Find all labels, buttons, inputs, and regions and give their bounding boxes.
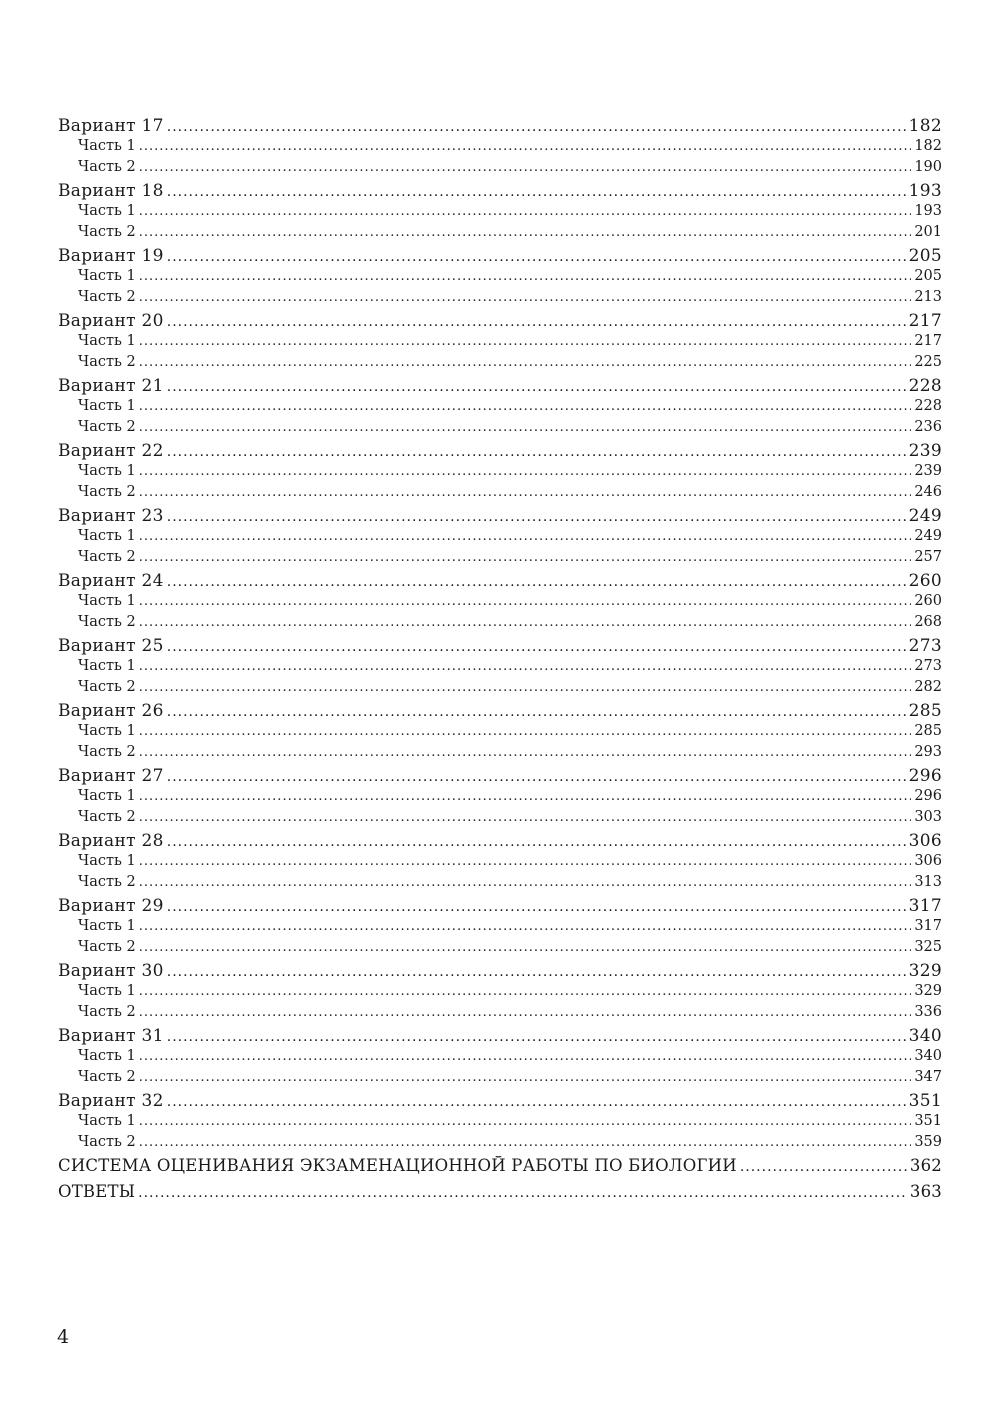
dot-leader <box>139 810 912 825</box>
page-number: 4 <box>57 1326 70 1348</box>
toc-entry-title: Часть 2 <box>78 873 136 890</box>
toc-variant-entry <box>58 1026 942 1048</box>
dot-leader <box>139 160 912 175</box>
toc-entry-page: 260 <box>914 593 942 609</box>
dot-leader <box>167 444 906 460</box>
toc-entry-title: Вариант 20 <box>58 311 164 331</box>
toc-entry-page: 193 <box>914 203 942 219</box>
toc-part-entry <box>58 809 942 830</box>
toc-entry-page: 236 <box>914 418 942 435</box>
toc-entry-page: 268 <box>914 613 942 630</box>
toc-entry-page: 306 <box>914 853 942 869</box>
dot-leader <box>167 769 906 785</box>
dot-leader <box>139 1049 912 1064</box>
dot-leader <box>167 1094 906 1110</box>
dot-leader <box>139 529 912 544</box>
toc-entry-title: СИСТЕМА ОЦЕНИВАНИЯ ЭКЗАМЕНАЦИОННОЙ РАБОТЫ ПО БИОЛОГИИ <box>58 1156 737 1175</box>
dot-leader <box>139 940 912 955</box>
toc-part-entry <box>58 983 942 1004</box>
toc-entry-page: 282 <box>914 678 942 695</box>
dot-leader <box>167 119 906 135</box>
toc-entry-page: 362 <box>909 1156 942 1175</box>
dot-leader <box>139 854 912 869</box>
toc-entry-page: 182 <box>908 116 942 136</box>
toc-part-entry <box>58 1004 942 1025</box>
toc-entry-page: 351 <box>908 1091 942 1111</box>
dot-leader <box>167 834 906 850</box>
toc-entry-title: Часть 1 <box>78 983 136 999</box>
dot-leader <box>139 485 912 500</box>
toc-entry-title: Часть 2 <box>78 483 136 500</box>
toc-entry-title: Часть 2 <box>78 678 136 695</box>
toc-entry-page: 213 <box>914 288 942 305</box>
toc-part-entry <box>58 918 942 939</box>
dot-leader <box>139 984 912 999</box>
dot-leader <box>139 594 912 609</box>
toc-entry-page: 317 <box>908 896 942 916</box>
dot-leader <box>139 1135 912 1150</box>
toc-entry-title: Часть 1 <box>78 593 136 609</box>
table-of-contents <box>58 114 942 1206</box>
toc-entry-title: Вариант 17 <box>58 116 164 136</box>
dot-leader <box>139 355 912 370</box>
dot-leader <box>139 334 912 349</box>
dot-leader <box>167 379 906 395</box>
dot-leader <box>139 919 912 934</box>
toc-entry-title: Часть 2 <box>78 548 136 565</box>
toc-part-entry <box>58 939 942 960</box>
toc-part-entry <box>58 333 942 354</box>
dot-leader <box>139 204 912 219</box>
toc-variant-entry <box>58 116 942 138</box>
dot-leader <box>167 1029 906 1045</box>
dot-leader <box>167 509 906 525</box>
toc-entry-title: Часть 2 <box>78 1133 136 1150</box>
toc-entry-title: Часть 1 <box>78 853 136 869</box>
toc-entry-title: Часть 2 <box>78 223 136 240</box>
toc-entry-title: Вариант 19 <box>58 246 164 266</box>
toc-part-entry <box>58 398 942 419</box>
toc-entry-title: Часть 2 <box>78 743 136 760</box>
dot-leader <box>139 290 912 305</box>
dot-leader <box>167 964 906 980</box>
toc-variant-entry <box>58 181 942 203</box>
toc-entry-page: 249 <box>914 528 942 544</box>
dot-leader <box>139 225 912 240</box>
toc-entry-title: Часть 2 <box>78 808 136 825</box>
toc-entry-page: 182 <box>914 138 942 154</box>
toc-entry-page: 359 <box>914 1133 942 1150</box>
toc-entry-page: 340 <box>914 1048 942 1064</box>
toc-entry-page: 293 <box>914 743 942 760</box>
toc-entry-page: 306 <box>908 831 942 851</box>
toc-entry-title: Вариант 27 <box>58 766 164 786</box>
toc-entry-title: Часть 1 <box>78 203 136 219</box>
toc-variant-entry <box>58 831 942 853</box>
dot-leader <box>139 550 912 565</box>
toc-entry-title: Часть 1 <box>78 463 136 479</box>
toc-entry-title: Вариант 32 <box>58 1091 164 1111</box>
dot-leader <box>740 1159 907 1175</box>
toc-part-entry <box>58 658 942 679</box>
dot-leader <box>139 399 912 414</box>
toc-entry-page: 273 <box>914 658 942 674</box>
toc-entry-page: 285 <box>908 701 942 721</box>
toc-entry-page: 285 <box>914 723 942 739</box>
dot-leader <box>139 1114 912 1129</box>
toc-part-entry <box>58 289 942 310</box>
toc-section-entry <box>58 1182 942 1206</box>
toc-variant-entry <box>58 636 942 658</box>
toc-entry-page: 260 <box>908 571 942 591</box>
toc-variant-entry <box>58 311 942 333</box>
toc-entry-page: 325 <box>914 938 942 955</box>
dot-leader <box>139 680 912 695</box>
toc-variant-entry <box>58 506 942 528</box>
toc-entry-title: Вариант 22 <box>58 441 164 461</box>
toc-entry-title: Часть 2 <box>78 613 136 630</box>
dot-leader <box>167 314 906 330</box>
toc-entry-page: 329 <box>914 983 942 999</box>
toc-entry-page: 296 <box>914 788 942 804</box>
toc-variant-entry <box>58 441 942 463</box>
toc-part-entry <box>58 354 942 375</box>
toc-part-entry <box>58 138 942 159</box>
dot-leader <box>139 615 912 630</box>
toc-entry-title: Вариант 30 <box>58 961 164 981</box>
toc-entry-title: Вариант 23 <box>58 506 164 526</box>
toc-entry-page: 273 <box>908 636 942 656</box>
toc-part-entry <box>58 788 942 809</box>
toc-entry-page: 257 <box>914 548 942 565</box>
toc-entry-page: 313 <box>914 873 942 890</box>
toc-part-entry <box>58 1134 942 1155</box>
dot-leader <box>139 789 912 804</box>
toc-part-entry <box>58 268 942 289</box>
toc-entry-page: 336 <box>914 1003 942 1020</box>
toc-entry-page: 201 <box>914 223 942 240</box>
toc-variant-entry <box>58 961 942 983</box>
toc-variant-entry <box>58 766 942 788</box>
toc-entry-page: 205 <box>908 246 942 266</box>
dot-leader <box>167 899 906 915</box>
toc-entry-title: Часть 1 <box>78 138 136 154</box>
toc-part-entry <box>58 593 942 614</box>
dot-leader <box>139 659 912 674</box>
dot-leader <box>139 464 912 479</box>
toc-part-entry <box>58 549 942 570</box>
toc-entry-page: 193 <box>908 181 942 201</box>
toc-entry-title: Часть 2 <box>78 418 136 435</box>
toc-entry-title: Часть 1 <box>78 918 136 934</box>
toc-part-entry <box>58 203 942 224</box>
toc-entry-page: 303 <box>914 808 942 825</box>
toc-entry-title: Вариант 26 <box>58 701 164 721</box>
toc-variant-entry <box>58 701 942 723</box>
toc-entry-title: Часть 1 <box>78 333 136 349</box>
toc-entry-title: Вариант 24 <box>58 571 164 591</box>
dot-leader <box>167 184 906 200</box>
toc-entry-page: 351 <box>914 1113 942 1129</box>
toc-part-entry <box>58 679 942 700</box>
toc-part-entry <box>58 1048 942 1069</box>
toc-entry-page: 340 <box>908 1026 942 1046</box>
toc-entry-title: Вариант 28 <box>58 831 164 851</box>
toc-entry-title: Часть 1 <box>78 723 136 739</box>
toc-entry-page: 190 <box>914 158 942 175</box>
dot-leader <box>167 249 906 265</box>
toc-part-entry <box>58 528 942 549</box>
toc-part-entry <box>58 159 942 180</box>
toc-part-entry <box>58 744 942 765</box>
dot-leader <box>139 875 912 890</box>
dot-leader <box>139 420 912 435</box>
toc-entry-title: Часть 1 <box>78 268 136 284</box>
toc-part-entry <box>58 1113 942 1134</box>
toc-entry-page: 239 <box>908 441 942 461</box>
toc-entry-page: 217 <box>908 311 942 331</box>
toc-entry-page: 317 <box>914 918 942 934</box>
toc-entry-title: Вариант 21 <box>58 376 164 396</box>
toc-entry-page: 217 <box>914 333 942 349</box>
toc-entry-page: 296 <box>908 766 942 786</box>
toc-entry-title: Часть 1 <box>78 788 136 804</box>
toc-entry-title: Вариант 25 <box>58 636 164 656</box>
toc-section-entry <box>58 1156 942 1180</box>
toc-entry-title: Часть 2 <box>78 158 136 175</box>
toc-entry-page: 205 <box>914 268 942 284</box>
toc-entry-title: Вариант 18 <box>58 181 164 201</box>
toc-part-entry <box>58 853 942 874</box>
toc-part-entry <box>58 614 942 635</box>
toc-entry-title: ОТВЕТЫ <box>58 1182 136 1201</box>
toc-entry-page: 246 <box>914 483 942 500</box>
toc-entry-page: 249 <box>908 506 942 526</box>
dot-leader <box>139 724 912 739</box>
toc-entry-title: Часть 2 <box>78 1068 136 1085</box>
dot-leader <box>167 574 906 590</box>
toc-entry-title: Часть 2 <box>78 938 136 955</box>
toc-entry-title: Часть 2 <box>78 288 136 305</box>
dot-leader <box>139 745 912 760</box>
dot-leader <box>139 1005 912 1020</box>
dot-leader <box>139 269 912 284</box>
toc-entry-page: 239 <box>914 463 942 479</box>
dot-leader <box>139 139 912 154</box>
toc-entry-page: 363 <box>909 1182 942 1201</box>
toc-entry-title: Часть 2 <box>78 353 136 370</box>
toc-part-entry <box>58 874 942 895</box>
toc-part-entry <box>58 1069 942 1090</box>
toc-entry-page: 228 <box>908 376 942 396</box>
toc-entry-title: Вариант 31 <box>58 1026 164 1046</box>
toc-variant-entry <box>58 376 942 398</box>
toc-part-entry <box>58 224 942 245</box>
toc-entry-page: 347 <box>914 1068 942 1085</box>
toc-variant-entry <box>58 246 942 268</box>
toc-entry-title: Часть 1 <box>78 1113 136 1129</box>
toc-part-entry <box>58 419 942 440</box>
toc-entry-title: Часть 2 <box>78 1003 136 1020</box>
toc-entry-page: 329 <box>908 961 942 981</box>
toc-variant-entry <box>58 1091 942 1113</box>
toc-entry-title: Часть 1 <box>78 1048 136 1064</box>
dot-leader <box>167 704 906 720</box>
toc-part-entry <box>58 463 942 484</box>
toc-part-entry <box>58 484 942 505</box>
toc-entry-title: Часть 1 <box>78 398 136 414</box>
toc-part-entry <box>58 723 942 744</box>
toc-entry-title: Вариант 29 <box>58 896 164 916</box>
dot-leader <box>139 1070 912 1085</box>
toc-entry-page: 228 <box>914 398 942 414</box>
toc-entry-title: Часть 1 <box>78 528 136 544</box>
dot-leader <box>138 1185 907 1201</box>
toc-entry-title: Часть 1 <box>78 658 136 674</box>
toc-entry-page: 225 <box>914 353 942 370</box>
toc-variant-entry <box>58 571 942 593</box>
toc-variant-entry <box>58 896 942 918</box>
dot-leader <box>167 639 906 655</box>
